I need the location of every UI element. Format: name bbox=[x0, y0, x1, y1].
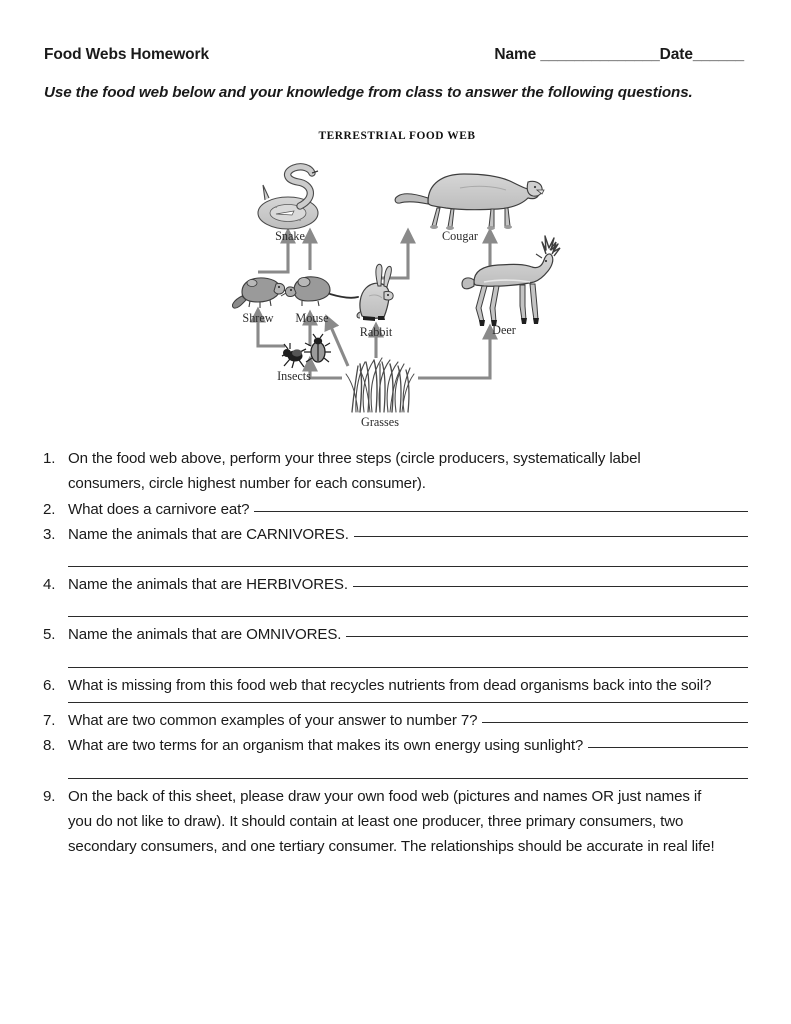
snake-illustration bbox=[258, 167, 318, 229]
question-item bbox=[42, 784, 748, 860]
name-date-field[interactable]: Name ______________Date______ bbox=[494, 46, 744, 63]
question-body bbox=[68, 572, 748, 622]
page-header bbox=[44, 46, 744, 68]
question-body bbox=[68, 446, 748, 497]
question-number: 6. bbox=[43, 676, 56, 694]
question-line: you do not like to draw). It should contain at least one producer, three primary consumers, two bbox=[68, 812, 684, 830]
arrow-rabbit-to-cougar bbox=[378, 234, 408, 278]
label-snake: Snake bbox=[275, 229, 305, 243]
insects-illustration bbox=[282, 334, 331, 368]
question-item bbox=[42, 733, 748, 783]
label-rabbit: Rabbit bbox=[359, 325, 393, 339]
label-shrew: Shrew bbox=[242, 311, 274, 325]
grasses-illustration bbox=[346, 358, 414, 412]
answer-blank[interactable] bbox=[254, 500, 748, 512]
answer-blank[interactable] bbox=[68, 616, 748, 617]
question-line: On the food web above, perform your three steps (circle producers, systematically label bbox=[68, 450, 641, 467]
food-web-svg bbox=[232, 130, 562, 435]
answer-blank[interactable] bbox=[588, 736, 748, 748]
questions-list bbox=[42, 446, 748, 860]
arrow-grasses-to-insects bbox=[310, 362, 342, 378]
question-item bbox=[42, 522, 748, 572]
arrow-grasses-to-mouse bbox=[328, 320, 348, 366]
question-body bbox=[68, 733, 748, 783]
answer-blank[interactable] bbox=[354, 525, 748, 537]
question-body bbox=[68, 708, 748, 733]
question-number: 7. bbox=[43, 712, 56, 730]
page-title: Food Webs Homework bbox=[44, 46, 209, 63]
question-body bbox=[68, 673, 748, 708]
question-number: 8. bbox=[43, 737, 56, 755]
question-item bbox=[42, 497, 748, 522]
label-deer: Deer bbox=[492, 323, 516, 337]
answer-blank[interactable] bbox=[353, 575, 748, 587]
cougar-illustration bbox=[395, 174, 544, 230]
rabbit-illustration bbox=[357, 264, 393, 321]
question-line: On the back of this sheet, please draw your own food web (pictures and names OR just names if bbox=[68, 787, 702, 805]
question-line: consumers, circle highest number for each consumer). bbox=[68, 475, 426, 493]
question-line: Name the animals that are CARNIVORES. bbox=[68, 525, 349, 543]
question-number: 2. bbox=[43, 500, 56, 518]
question-item bbox=[42, 622, 748, 672]
answer-blank[interactable] bbox=[482, 711, 748, 723]
question-line: Name the animals that are OMNIVORES. bbox=[68, 626, 342, 644]
shrew-illustration bbox=[232, 278, 290, 308]
answer-blank[interactable] bbox=[68, 702, 748, 703]
answer-blank[interactable] bbox=[346, 625, 748, 637]
question-item bbox=[42, 572, 748, 622]
answer-blank[interactable] bbox=[68, 566, 748, 567]
question-line: What are two terms for an organism that makes its own energy using sunlight? bbox=[68, 737, 584, 755]
question-line: What does a carnivore eat? bbox=[68, 500, 250, 518]
answer-blank[interactable] bbox=[68, 778, 748, 779]
question-body bbox=[68, 522, 748, 572]
question-item bbox=[42, 446, 748, 497]
question-item bbox=[42, 673, 748, 708]
question-line: Name the animals that are HERBIVORES. bbox=[68, 576, 348, 594]
instruction-text: Use the food web below and your knowledge from class to answer the following questions. bbox=[44, 84, 693, 101]
label-grasses: Grasses bbox=[361, 415, 399, 429]
question-line: What is missing from this food web that recycles nutrients from dead organisms back into the soil? bbox=[68, 676, 712, 694]
answer-blank[interactable] bbox=[68, 667, 748, 668]
terrestrial-food-web-diagram bbox=[232, 130, 562, 435]
deer-illustration bbox=[462, 236, 560, 326]
question-number: 3. bbox=[43, 525, 56, 543]
question-item bbox=[42, 708, 748, 733]
question-number: 5. bbox=[43, 626, 56, 644]
question-number: 4. bbox=[43, 576, 56, 594]
question-body bbox=[68, 622, 748, 672]
question-number: 1. bbox=[43, 450, 56, 467]
question-body bbox=[68, 497, 748, 522]
question-line: secondary consumers, and one tertiary consumer. The relationships should be accurate in real life! bbox=[68, 838, 715, 856]
diagram-title: TERRESTRIAL FOOD WEB bbox=[318, 130, 476, 142]
arrow-grasses-to-deer bbox=[418, 330, 490, 378]
question-line: What are two common examples of your answer to number 7? bbox=[68, 712, 478, 730]
label-insects: Insects bbox=[277, 369, 311, 383]
question-number: 9. bbox=[43, 787, 56, 805]
label-mouse: Mouse bbox=[295, 311, 329, 325]
label-cougar: Cougar bbox=[442, 229, 478, 243]
question-body bbox=[68, 784, 748, 860]
mouse-illustration bbox=[281, 277, 358, 306]
